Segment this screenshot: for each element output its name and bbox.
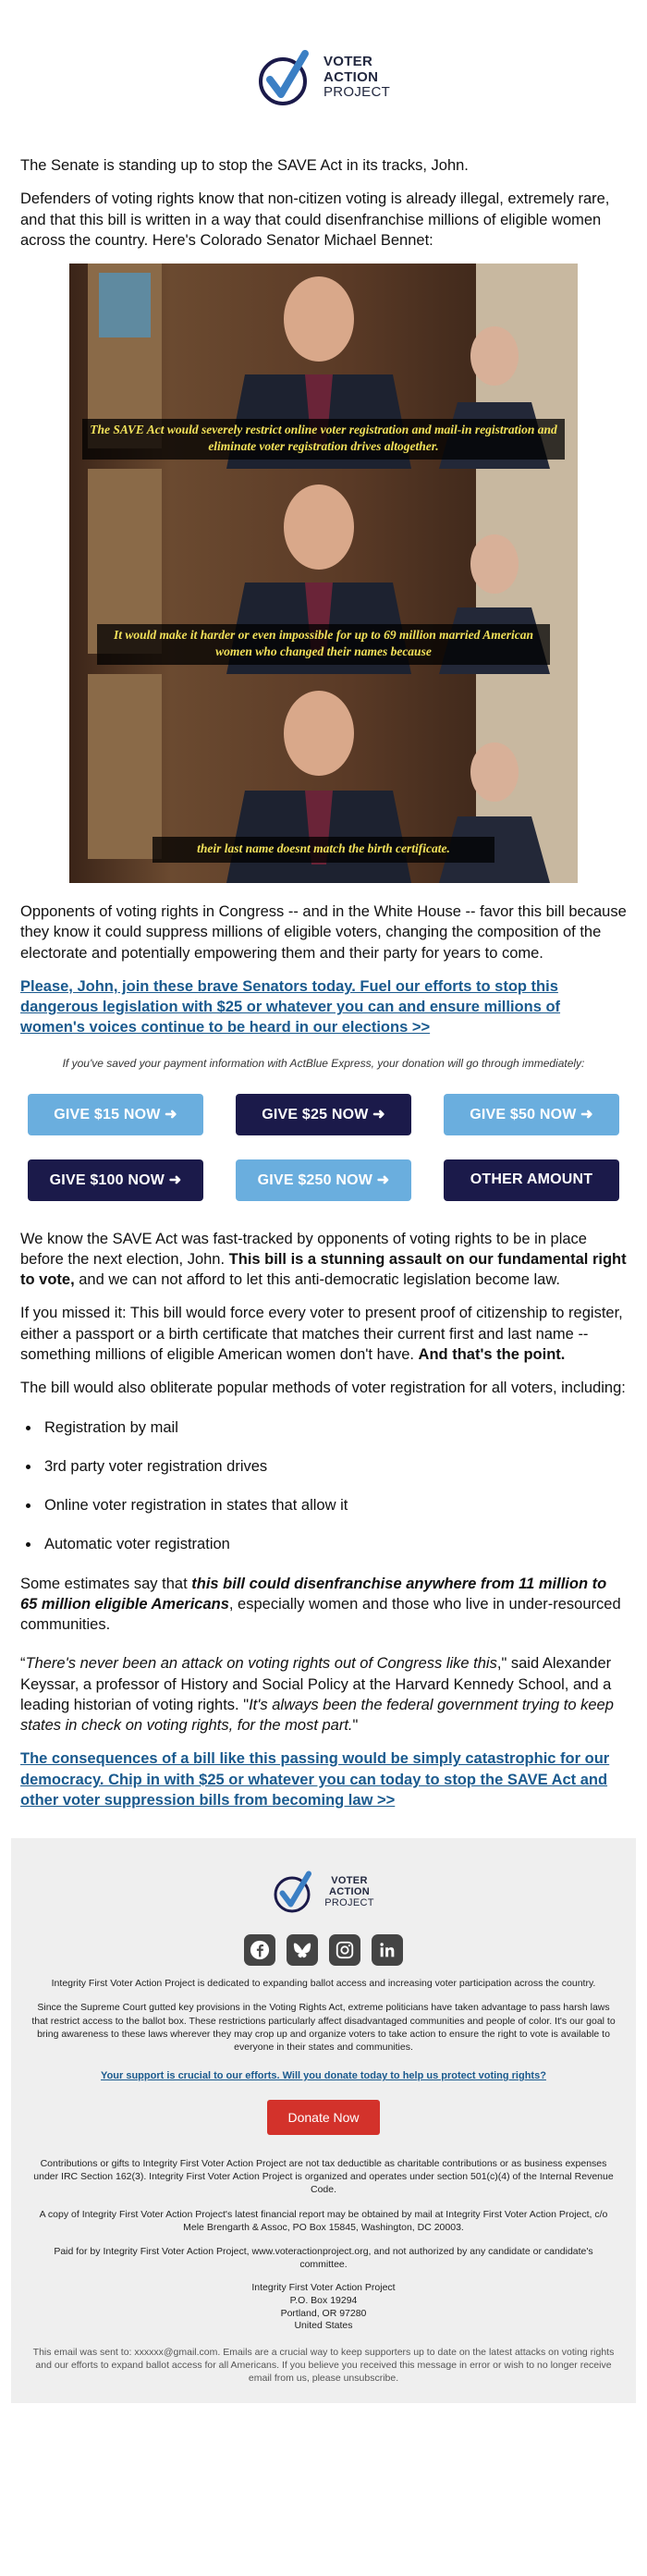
paragraph-opponents: Opponents of voting rights in Congress -- and in the White House -- favor this bill because they know it could suppress millions of eligible voters, changing the composition of the electorate and potentially empowering them and their party for years to come. <box>20 903 627 962</box>
give-25-button[interactable]: GIVE $25 NOW ➜ <box>236 1094 411 1135</box>
video-caption-1: The SAVE Act would severely restrict online voter registration and mail-in registration and eliminate voter registration drives altogether. <box>90 423 557 454</box>
join-senators-donate-link[interactable]: Please, John, join these brave Senators today. Fuel our efforts to stop this dangerous legislation with $25 or whatever you can and ensure millions of women's voices continue to be heard in our elections >> <box>20 977 561 1037</box>
voter-action-project-logo[interactable] <box>257 48 390 107</box>
email-header <box>0 0 647 155</box>
donation-buttons-row-1 <box>20 1094 627 1135</box>
other-amount-button[interactable]: OTHER AMOUNT <box>444 1159 619 1201</box>
facebook-icon[interactable] <box>244 1934 275 1966</box>
paragraph-estimates: Some estimates say that this bill could disenfranchise anywhere from 11 million to 65 million eligible Americans, especially women and those who live in under-resourced communities. <box>20 1575 621 1634</box>
senator-video-still[interactable] <box>69 264 578 883</box>
give-50-button[interactable]: GIVE $50 NOW ➜ <box>444 1094 619 1135</box>
logo-wordmark <box>324 55 390 101</box>
footer-financial-report: A copy of Integrity First Voter Action Project's latest financial report may be obtained by mail at Integrity First Voter Action Project, c/o Mele Brengarth & Assoc, PO Box 15845, Washington, DC 20003. <box>39 2208 608 2233</box>
linkedin-icon[interactable] <box>372 1934 403 1966</box>
checkmark-logo-icon <box>257 48 316 107</box>
list-item: • Automatic voter registration <box>41 1534 627 1554</box>
footer-support-link[interactable]: Your support is crucial to our efforts. Will you donate today to help us protect voting rights? <box>101 2070 546 2082</box>
donate-now-button[interactable]: Donate Now <box>267 2100 379 2135</box>
social-links <box>30 1934 617 1966</box>
chip-in-donate-link[interactable]: The consequences of a bill like this passing would be simply catastrophic for our democracy. Chip in with $25 or whatever you can today to stop the SAVE Act and other voter suppression bills from becoming law >> <box>20 1750 610 1809</box>
footer-since: Since the Supreme Court gutted key provisions in the Voting Rights Act, extreme politicians have taken advantage to pass harsh laws that restrict access to the ballot box. These restrictions particularly affect disadvantaged communities and people of color. It's our goal to bring awareness to these laws wherever they may crop up and organize voters to take action to ensure the right to vote is available to everyone in their states and communities. <box>31 2002 616 2053</box>
footer-logo[interactable] <box>30 1870 617 1914</box>
instagram-icon[interactable] <box>329 1934 360 1966</box>
give-250-button[interactable]: GIVE $250 NOW ➜ <box>236 1159 411 1201</box>
logo-line-2: ACTION <box>323 68 379 85</box>
donation-buttons-row-2 <box>20 1159 627 1201</box>
footer-sent-to: This email was sent to: xxxxxx@gmail.com. Emails are a crucial way to keep supporters up to date on the latest attacks on voting rights and our efforts to expand ballot access for all Americans. If you believe you received this message in error or wish to no longer receive email from us, please unsubscribe. <box>32 2346 615 2385</box>
paragraph-bennet: Defenders of voting rights know that non-citizen voting is already illegal, extremely rare, and that this bill is written in a way that could disenfranchise millions of eligible women across the country. Here's Colorado Senator Michael Bennet: <box>20 190 610 249</box>
paragraph-keyssar-quote: “There's never been an attack on voting rights out of Congress like this," said Alexander Keyssar, a professor of History and Social Policy at the Harvard Kennedy School, and a leading historian of voting rights. "It's always been the federal government trying to keep states in check on voting rights, for the most part." <box>20 1655 614 1735</box>
footer-contributions: Contributions or gifts to Integrity First Voter Action Project are not tax deductible as charitable contributions or as business expenses under IRC Section 162(3). Integrity First Voter Action Project is organized and operates under section 501(c)(4) of the Internal Revenue Code. <box>33 2158 614 2196</box>
video-caption-3: their last name doesnt match the birth certificate. <box>197 841 450 856</box>
video-caption-2: It would make it harder or even impossible for up to 69 million married American women who changed their names because <box>113 628 534 659</box>
actblue-express-note: If you've saved your payment information with ActBlue Express, your donation will go through immediately: <box>62 1056 585 1070</box>
footer-paid-for: Paid for by Integrity First Voter Action Project, www.voteractionproject.org, and not authorized by any candidate or candidate's committee. <box>54 2245 593 2271</box>
paragraph-proof-of-citizenship: If you missed it: This bill would force every voter to present proof of citizenship to register, either a passport or a birth certificate that matches their current first and last name -- something millions of eligible American women don't have. And that's the point. <box>20 1305 623 1363</box>
give-100-button[interactable]: GIVE $100 NOW ➜ <box>28 1159 203 1201</box>
email-body <box>0 155 647 1810</box>
registration-methods-list <box>41 1417 627 1555</box>
list-item: • Online voter registration in states that allow it <box>41 1495 627 1515</box>
email-footer <box>11 1838 636 2403</box>
logo-line-1: VOTER <box>323 54 373 70</box>
give-15-button[interactable]: GIVE $15 NOW ➜ <box>28 1094 203 1135</box>
intro-text: The Senate is standing up to stop the SAVE Act in its tracks, John. <box>20 157 469 174</box>
paragraph-fast-tracked: We know the SAVE Act was fast-tracked by opponents of voting rights to be in place before the next election, John. This bill is a stunning assault on our fundamental right to vote, and we can not afford to let this anti-democratic legislation become law. <box>20 1230 627 1289</box>
paragraph-registration-methods: The bill would also obliterate popular methods of voter registration for all voters, including: <box>20 1380 626 1397</box>
list-item: • 3rd party voter registration drives <box>41 1456 627 1477</box>
footer-mission: Integrity First Voter Action Project is dedicated to expanding ballot access and increasing voter participation across the country. <box>51 1978 596 1990</box>
logo-line-3: PROJECT <box>323 84 391 101</box>
list-item: • Registration by mail <box>41 1417 627 1438</box>
footer-address: Integrity First Voter Action Project P.O. Box 19294 Portland, OR 97280 United States <box>251 2282 396 2332</box>
bluesky-icon[interactable] <box>287 1934 318 1966</box>
checkmark-logo-icon <box>273 1870 317 1914</box>
footer-logo-wordmark: VOTER ACTION PROJECT <box>324 1875 374 1909</box>
